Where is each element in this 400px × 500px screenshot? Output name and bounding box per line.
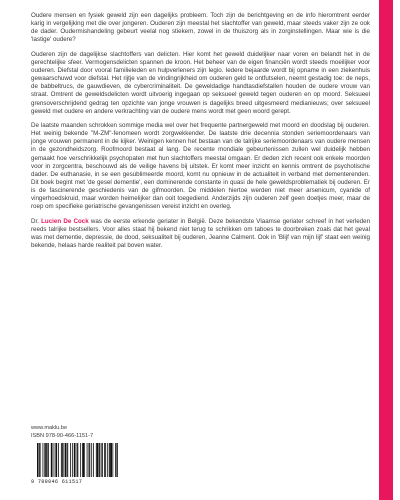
about-author-paragraph bbox=[31, 218, 370, 251]
blurb-text bbox=[31, 12, 370, 250]
blurb-paragraph-2: Ouderen zijn de dagelijkse slachtoffers van delicten. Hier komt het geweld duidelijker naar voren en belandt het in de gerechtelijke sfeer. Vermogensdelicten spannen de kroon. Het beheer van de eigen financiën wordt steeds moeilijker voor ouderen. Diefstal door vooral familieleden en hulpverleners zijn legio. Iedere bejaarde wordt bij opname in een ziekenhuis gewaarschuwd voor diefstal. Het rijtje van de vindingrijkheid om ouderen geld te ontfutselen, neemt gestadig toe: de neps, de babbeltrucs, de gauwdieven, de cybercriminaliteit. De geweldadige handtasdiefstallen houden de oudere vrouw van straat. Omtrent de geweldsdelicten wordt uitvoerig ingegaan op seksueel geweld tegen ouderen en op moord. Seksueel grensoverschrijdend gedrag ten opzichte van jonge vrouwen is dagelijks breed uitgesmeerd medianieuws; over seksueel geweld met oudere en andere verkrachting van de oudere mens wordt met geen woord gerept. bbox=[31, 50, 370, 115]
publisher-url: www.maklu.be bbox=[31, 425, 68, 431]
barcode-icon bbox=[31, 441, 123, 479]
isbn-text: ISBN 978-90-466-1151-7 bbox=[31, 433, 94, 439]
barcode bbox=[31, 441, 123, 488]
blurb-paragraph-3: De laatste maanden schrokken sommige media wel over het frequente partnergeweld met moord en doodslag bij ouderen. Het weinig bekende "M-ZM"-fenomeen wordt zorgwekkender. De laatste drie decennia stonden seriemoordenaars van jonge vrouwen permanent in de kijker. Weinigen kennen het bestaan van de talrijke seriemoordenaars van oudere mensen in de gezondheidszorg. Roofmoord bestaat al lang. De recente mondiale gebeurtenissen zullen wel duidelijk hebben gemaakt hoe verschrikkelijk psychopaten met hun slachtoffers meestal omgaan. Er deden zich recent ook enkele moorden voor in zorgcentra, beschouwd als de veilige havens bij uitstek. Er komt meer inzicht en kennis omtrent de psychotische dader. De euthanasie, in se een gesublimeerde moord, komt nu opnieuw in de actualiteit in verband met dementerenden. Dit boek begint met 'de gesel dementie', een dominerende constante in quasi de hele geweldsproblematiek bij ouderen. Er is de fascinerende geschiedenis van de gifmoorden. De middelen hiertoe werden niet meer arsenicum, cyanide of vingerhoedskruid, maar worden heimelijker dan ooit toegediend. Anderzijds zijn ouderen zelf geen doetjes meer, maar de roep om specifieke geriatrische gevangenissen vereist inzicht en overleg. bbox=[31, 121, 370, 211]
author-name: Lucien De Cock bbox=[41, 217, 89, 225]
blurb-paragraph-1: Oudere mensen en fysiek geweld zijn een dagelijks probleem. Toch zijn de berichtgeving en de info hieromtrent eerder karig in vergelijking met die over jongeren. Ouderen zijn meestal het slachtoffer van geweld, maar steeds vaker zijn ze ook de dader. Oudermishandeling gebeurt veelal nog stiekem, zowel in de thuiszorg als in zorginstellingen. Maar wie is die 'lastige' oudere? bbox=[31, 12, 370, 44]
pink-accent-bar bbox=[379, 0, 393, 500]
publisher-footer bbox=[31, 424, 151, 440]
barcode-digits: 9 789046 611517 bbox=[31, 479, 83, 485]
author-prefix: Dr. bbox=[31, 217, 42, 225]
author-bio: was de eerste erkende geriater in België. Deze bekendste Vlaamse geriater schreef in het verleden reeds talrijke bestsellers. Voor alles staat hij bekend niet terug te schrikken om taboes te doorbreken zoals dat het geval was met dementie, depressie, de dood, seksualiteit bij ouderen, Jeanne Calment. Ook in 'Blijf van mijn lijf' staat een weinig bekende, helaas harde realiteit pal boven water. bbox=[31, 217, 371, 250]
